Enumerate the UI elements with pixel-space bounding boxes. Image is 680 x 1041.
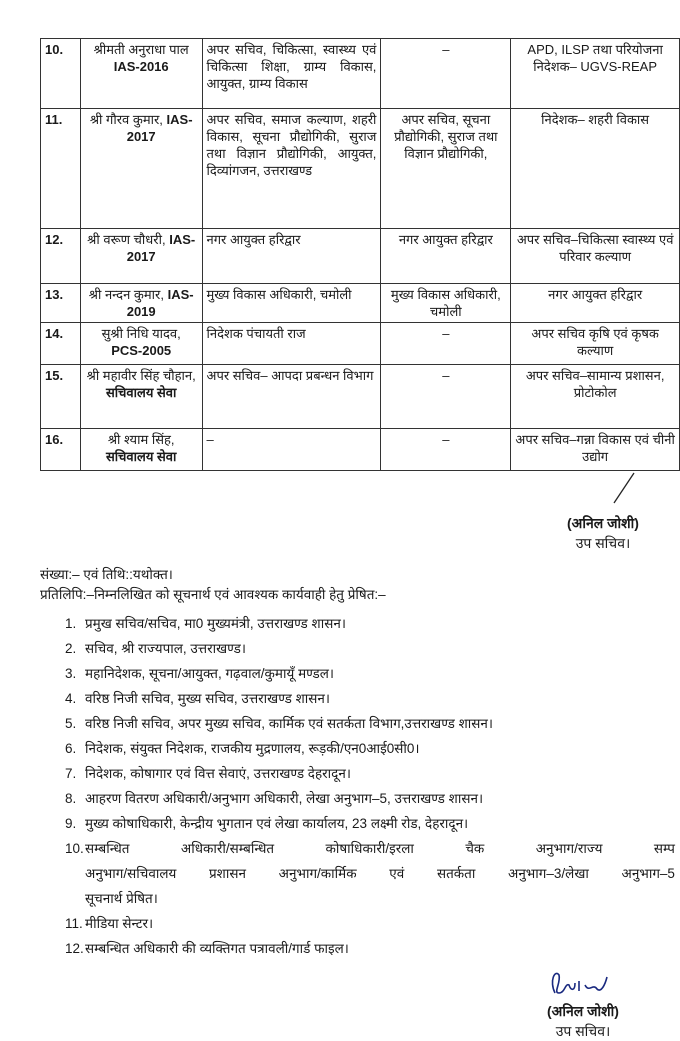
current-posting: अपर सचिव– आपदा प्रबन्धन विभाग bbox=[202, 365, 381, 429]
item-text: सम्बन्धित अधिकारी की व्यक्तिगत पत्रावली/गार्ड फाइल। bbox=[85, 941, 349, 956]
officer-cell bbox=[80, 229, 202, 284]
recipient-item bbox=[65, 611, 671, 636]
officer-name: श्री वरूण चौधरी, bbox=[87, 232, 166, 247]
item-text: निदेशक, कोषागार एवं वित्त सेवाएं, उत्तराखण्ड देहरादून। bbox=[85, 766, 351, 781]
reference-line: संख्या:– एवं तिथि::यथोक्त। bbox=[40, 567, 173, 582]
recipient-item bbox=[65, 811, 671, 836]
recipient-item bbox=[65, 761, 671, 786]
word: सतर्कता bbox=[436, 866, 476, 881]
removed-charge: मुख्य विकास अधिकारी, चमोली bbox=[381, 284, 511, 323]
new-posting: निदेशक– शहरी विकास bbox=[511, 109, 680, 229]
officer-service: IAS-2019 bbox=[126, 287, 194, 319]
item-number: 1. bbox=[65, 616, 77, 631]
recipient-item bbox=[65, 661, 671, 686]
officer-cell bbox=[80, 429, 202, 471]
signatory-name: (अनिल जोशी) bbox=[547, 1003, 619, 1019]
copy-to-heading: प्रतिलिपि:–निम्नलिखित को सूचनार्थ एवं आवश्यक कार्यवाही हेतु प्रेषित:– bbox=[40, 587, 386, 602]
word: अनुभाग/कार्मिक bbox=[278, 866, 357, 881]
handwritten-signature-icon bbox=[545, 963, 625, 1001]
removed-charge: – bbox=[381, 365, 511, 429]
word: प्रशासन bbox=[209, 866, 246, 881]
item-text: मीडिया सेन्टर। bbox=[85, 916, 154, 931]
new-posting: अपर सचिव कृषि एवं कृषक कल्याण bbox=[511, 323, 680, 365]
new-posting: नगर आयुक्त हरिद्वार bbox=[511, 284, 680, 323]
officer-cell bbox=[80, 323, 202, 365]
new-posting: अपर सचिव–गन्ना विकास एवं चीनी उद्योग bbox=[511, 429, 680, 471]
current-posting: – bbox=[202, 429, 381, 471]
officer-service: IAS-2017 bbox=[126, 112, 193, 144]
item-number: 10. bbox=[65, 841, 84, 856]
officer-service: सचिवालय सेवा bbox=[106, 449, 177, 464]
word: सम्बन्धित bbox=[85, 841, 130, 856]
officer-cell bbox=[80, 284, 202, 323]
serial-number: 16. bbox=[41, 429, 81, 471]
recipient-item bbox=[65, 636, 671, 661]
item-text: वरिष्ठ निजी सचिव, मुख्य सचिव, उत्तराखण्ड शासन। bbox=[85, 691, 331, 706]
item-text: प्रमुख सचिव/सचिव, मा0 मुख्यमंत्री, उत्तराखण्ड शासन। bbox=[85, 616, 346, 631]
current-posting: मुख्य विकास अधिकारी, चमोली bbox=[202, 284, 381, 323]
signatory-designation: उप सचिव। bbox=[555, 1023, 611, 1039]
serial-number: 15. bbox=[41, 365, 81, 429]
word: एवं bbox=[389, 866, 405, 881]
word: अनुभाग–3/लेखा bbox=[508, 866, 589, 881]
item-number: 11. bbox=[65, 916, 83, 931]
item-text: आहरण वितरण अधिकारी/अनुभाग अधिकारी, लेखा अनुभाग–5, उत्तराखण्ड शासन। bbox=[85, 791, 484, 806]
recipient-item-12 bbox=[65, 936, 671, 961]
table-row bbox=[41, 39, 680, 109]
new-posting: APD, ILSP तथा परियोजना निदेशक– UGVS-REAP bbox=[511, 39, 680, 109]
table-row bbox=[41, 109, 680, 229]
recipient-10-line-1 bbox=[85, 836, 675, 861]
current-posting: निदेशक पंचायती राज bbox=[202, 323, 381, 365]
item-text: मुख्य कोषाधिकारी, केन्द्रीय भुगतान एवं लेखा कार्यालय, 23 लक्ष्मी रोड, देहरादून। bbox=[85, 816, 469, 831]
recipient-item bbox=[65, 686, 671, 711]
current-posting: नगर आयुक्त हरिद्वार bbox=[202, 229, 381, 284]
word: अधिकारी/सम्बन्धित bbox=[180, 841, 275, 856]
item-number: 9. bbox=[65, 816, 77, 831]
officer-service: IAS-2016 bbox=[113, 59, 169, 74]
table-row bbox=[41, 365, 680, 429]
removed-charge: – bbox=[381, 323, 511, 365]
serial-number: 10. bbox=[41, 39, 81, 109]
officer-cell bbox=[80, 109, 202, 229]
new-posting: अपर सचिव–चिकित्सा स्वास्थ्य एवं परिवार कल्याण bbox=[511, 229, 680, 284]
signature-block-2 bbox=[528, 1001, 638, 1041]
item-text: महानिदेशक, सूचना/आयुक्त, गढ़वाल/कुमायूँ मण्डल। bbox=[85, 666, 335, 681]
item-number: 12. bbox=[65, 941, 84, 956]
removed-charge: अपर सचिव, सूचना प्रौद्योगिकी, सुराज तथा विज्ञान प्रौद्योगिकी, bbox=[381, 109, 511, 229]
item-text: निदेशक, संयुक्त निदेशक, राजकीय मुद्रणालय, रूड़की/एन0आई0सी0। bbox=[85, 741, 420, 756]
word: कोषाधिकारी/इरला bbox=[325, 841, 414, 856]
signature-stroke-icon bbox=[608, 471, 638, 505]
word: अनुभाग/सचिवालय bbox=[85, 866, 177, 881]
word: चैक bbox=[465, 841, 485, 856]
recipient-list bbox=[0, 611, 671, 836]
serial-number: 13. bbox=[41, 284, 81, 323]
serial-number: 11. bbox=[41, 109, 81, 229]
signatory-designation: उप सचिव। bbox=[575, 535, 631, 551]
recipient-10-line-3: सूचनार्थ प्रेषित। bbox=[85, 891, 158, 906]
item-number: 4. bbox=[65, 691, 77, 706]
word: सम्प bbox=[653, 841, 675, 856]
recipient-item-10 bbox=[0, 836, 675, 911]
recipient-item bbox=[65, 786, 671, 811]
table-row bbox=[41, 229, 680, 284]
officer-name: श्री श्याम सिंह, bbox=[107, 432, 175, 447]
officer-service: PCS-2005 bbox=[111, 343, 172, 358]
item-number: 3. bbox=[65, 666, 77, 681]
officer-name: श्री गौरव कुमार, bbox=[89, 112, 163, 127]
transfer-table bbox=[40, 38, 680, 471]
item-number: 5. bbox=[65, 716, 77, 731]
item-text: वरिष्ठ निजी सचिव, अपर मुख्य सचिव, कार्मिक एवं सतर्कता विभाग,उत्तराखण्ड शासन। bbox=[85, 716, 494, 731]
removed-charge: नगर आयुक्त हरिद्वार bbox=[381, 229, 511, 284]
table-row bbox=[41, 429, 680, 471]
word: अनुभाग/राज्य bbox=[535, 841, 603, 856]
officer-name: श्रीमती अनुराधा पाल bbox=[93, 42, 189, 57]
item-number: 2. bbox=[65, 641, 77, 656]
recipient-item bbox=[65, 711, 671, 736]
officer-cell bbox=[80, 39, 202, 109]
officer-service: IAS-2017 bbox=[126, 232, 196, 264]
word: अनुभाग–5 bbox=[621, 866, 675, 881]
recipient-item bbox=[65, 736, 671, 761]
table-row bbox=[41, 323, 680, 365]
officer-cell bbox=[80, 365, 202, 429]
signatory-name: (अनिल जोशी) bbox=[567, 515, 639, 531]
item-number: 8. bbox=[65, 791, 77, 806]
officer-name: सुश्री निधि यादव, bbox=[101, 326, 181, 341]
table-row bbox=[41, 284, 680, 323]
serial-number: 12. bbox=[41, 229, 81, 284]
item-number: 6. bbox=[65, 741, 77, 756]
new-posting: अपर सचिव–सामान्य प्रशासन, प्रोटोकोल bbox=[511, 365, 680, 429]
item-number: 7. bbox=[65, 766, 77, 781]
officer-service: सचिवालय सेवा bbox=[106, 385, 177, 400]
serial-number: 14. bbox=[41, 323, 81, 365]
recipient-10-line-2 bbox=[85, 861, 675, 886]
item-text: सचिव, श्री राज्यपाल, उत्तराखण्ड। bbox=[85, 641, 246, 656]
signature-block-1 bbox=[548, 513, 658, 553]
current-posting: अपर सचिव, समाज कल्याण, शहरी विकास, सूचना प्रौद्योगिकी, सुराज तथा विज्ञान प्रौद्योगिकी, आयुक्त, दिव्यांगजन, उत्तराखण्ड bbox=[202, 109, 381, 229]
officer-name: श्री महावीर सिंह चौहान, bbox=[86, 368, 196, 383]
officer-name: श्री नन्दन कुमार, bbox=[88, 287, 164, 302]
current-posting: अपर सचिव, चिकित्सा, स्वास्थ्य एवं चिकित्सा शिक्षा, ग्राम्य विकास, आयुक्त, ग्राम्य विकास bbox=[202, 39, 381, 109]
removed-charge: – bbox=[381, 429, 511, 471]
recipient-item-11 bbox=[65, 911, 671, 936]
removed-charge: – bbox=[381, 39, 511, 109]
